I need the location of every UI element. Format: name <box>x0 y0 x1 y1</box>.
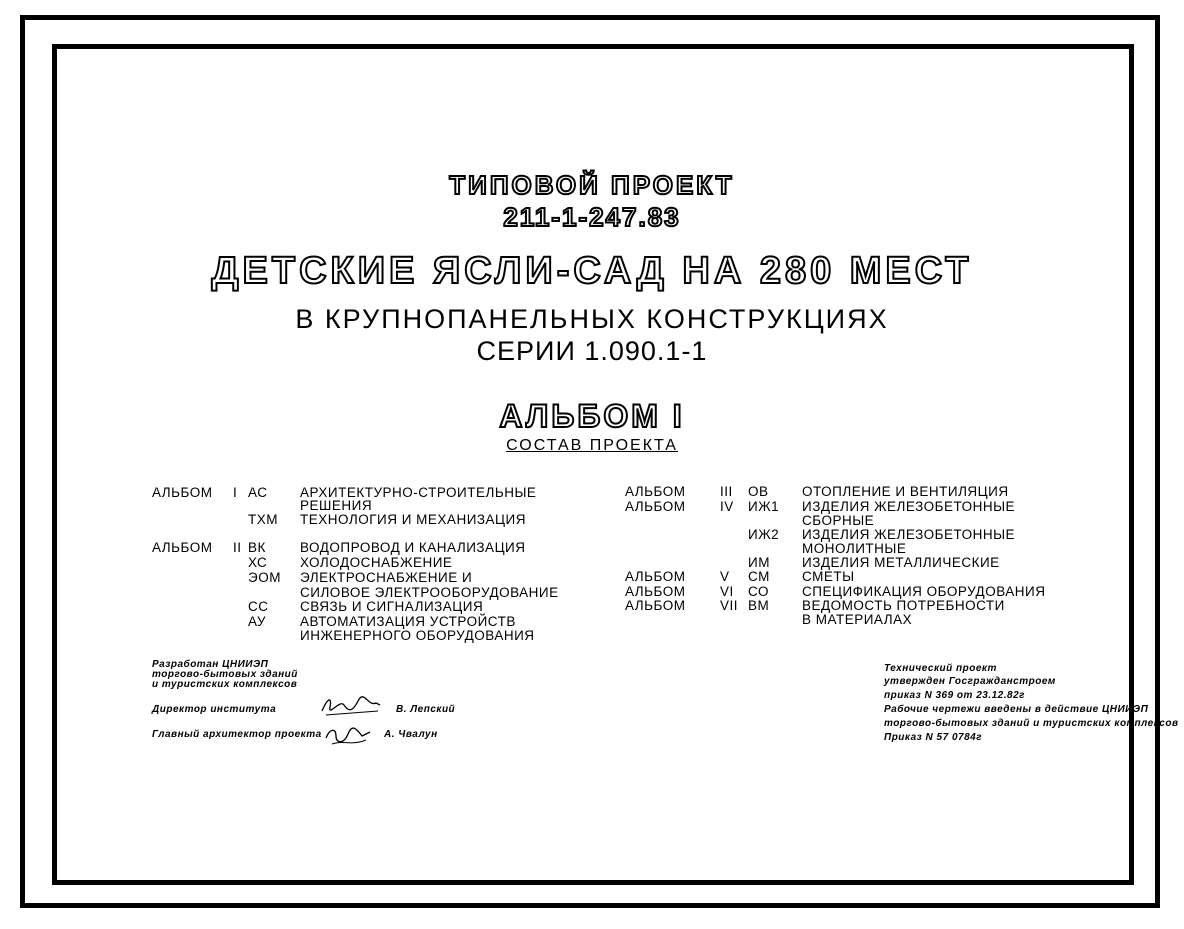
developer-line: и туристских комплексов <box>152 679 298 690</box>
section-title: СОСТАВ ПРОЕКТА <box>506 437 678 454</box>
section-desc: СИЛОВОЕ ЭЛЕКТРООБОРУДОВАНИЕ <box>300 585 559 600</box>
album-label: АЛЬБОМ <box>625 584 686 599</box>
architect-label: Главный архитектор проекта <box>152 729 322 740</box>
album-label: АЛЬБОМ <box>625 499 686 514</box>
director-label: Директор института <box>152 704 277 715</box>
section-desc: РЕШЕНИЯ <box>300 498 373 513</box>
approval-line: Рабочие чертежи введены в действие ЦНИИЭП <box>884 704 1149 715</box>
approval-line: Технический проект <box>884 663 997 674</box>
section-desc: ВЕДОМОСТЬ ПОТРЕБНОСТИ <box>802 598 1005 613</box>
director-name: В. Лепский <box>396 704 456 715</box>
section-desc: ВОДОПРОВОД И КАНАЛИЗАЦИЯ <box>300 540 526 555</box>
album-label: АЛЬБОМ <box>152 485 213 500</box>
section-code: ИЖ1 <box>748 499 780 514</box>
section-desc: ТЕХНОЛОГИЯ И МЕХАНИЗАЦИЯ <box>300 512 526 527</box>
section-code: ХС <box>248 555 268 570</box>
section-desc: АВТОМАТИЗАЦИЯ УСТРОЙСТВ <box>300 614 516 629</box>
section-desc: МОНОЛИТНЫЕ <box>802 541 907 556</box>
section-desc: ХОЛОДОСНАБЖЕНИЕ <box>300 555 453 570</box>
album-label: АЛЬБОМ <box>625 598 686 613</box>
section-desc: В МАТЕРИАЛАХ <box>802 612 913 627</box>
project-name: ДЕТСКИЕ ЯСЛИ-САД НА 280 МЕСТ <box>211 250 973 292</box>
developer-line: Разработан ЦНИИЭП <box>152 659 269 670</box>
approval-line: утвержден Госгражданстроем <box>884 676 1056 687</box>
section-code: СМ <box>748 569 770 584</box>
album-roman: I <box>233 485 238 500</box>
section-desc: АРХИТЕКТУРНО-СТРОИТЕЛЬНЫЕ <box>300 485 537 500</box>
album-title: АЛЬБОМ I <box>499 398 685 434</box>
section-desc: СПЕЦИФИКАЦИЯ ОБОРУДОВАНИЯ <box>802 584 1046 599</box>
section-code: ИМ <box>748 555 770 570</box>
section-code: ВМ <box>748 598 770 613</box>
section-code: ТХМ <box>248 512 278 527</box>
section-code: ВК <box>248 540 266 555</box>
director-signature <box>318 693 384 719</box>
project-subtitle-2: СЕРИИ 1.090.1-1 <box>476 336 708 366</box>
section-code: СО <box>748 584 769 599</box>
album-roman: IV <box>720 499 734 514</box>
section-desc: СВЯЗЬ И СИГНАЛИЗАЦИЯ <box>300 599 484 614</box>
album-roman: VI <box>720 584 734 599</box>
approval-line: приказ N 369 от 23.12.82г <box>884 690 1025 701</box>
section-code: ИЖ2 <box>748 527 780 542</box>
album-roman: VII <box>720 598 739 613</box>
section-desc: ИЗДЕЛИЯ ЖЕЛЕЗОБЕТОННЫЕ <box>802 527 1016 542</box>
approval-line: торгово-бытовых зданий и туристских комплексов <box>884 718 1179 729</box>
approval-line: Приказ N 57 0784г <box>884 732 983 743</box>
section-desc: ОТОПЛЕНИЕ И ВЕНТИЛЯЦИЯ <box>802 484 1009 499</box>
album-label: АЛЬБОМ <box>152 540 213 555</box>
section-desc: ИЗДЕЛИЯ ЖЕЛЕЗОБЕТОННЫЕ <box>802 499 1016 514</box>
section-code: ЭОМ <box>248 570 281 585</box>
project-subtitle-1: В КРУПНОПАНЕЛЬНЫХ КОНСТРУКЦИЯХ <box>295 304 889 334</box>
album-label: АЛЬБОМ <box>625 484 686 499</box>
section-code: СС <box>248 599 269 614</box>
developer-line: торгово-бытовых зданий <box>152 669 298 680</box>
section-desc: ЭЛЕКТРОСНАБЖЕНИЕ И <box>300 570 473 585</box>
project-type-title: ТИПОВОЙ ПРОЕКТ <box>449 170 735 200</box>
section-desc: ИНЖЕНЕРНОГО ОБОРУДОВАНИЯ <box>300 628 535 643</box>
section-desc: СМЕТЫ <box>802 569 855 584</box>
section-code: АС <box>248 485 268 500</box>
architect-signature <box>322 722 374 748</box>
section-code: ОВ <box>748 484 769 499</box>
album-roman: III <box>720 484 733 499</box>
album-roman: V <box>720 569 730 584</box>
section-code: АУ <box>248 614 266 629</box>
project-number: 211-1-247.83 <box>503 202 681 232</box>
section-desc: ИЗДЕЛИЯ МЕТАЛЛИЧЕСКИЕ <box>802 555 1000 570</box>
album-roman: II <box>233 540 242 555</box>
architect-name: А. Чвалун <box>384 729 438 740</box>
album-label: АЛЬБОМ <box>625 569 686 584</box>
section-desc: СБОРНЫЕ <box>802 513 875 528</box>
